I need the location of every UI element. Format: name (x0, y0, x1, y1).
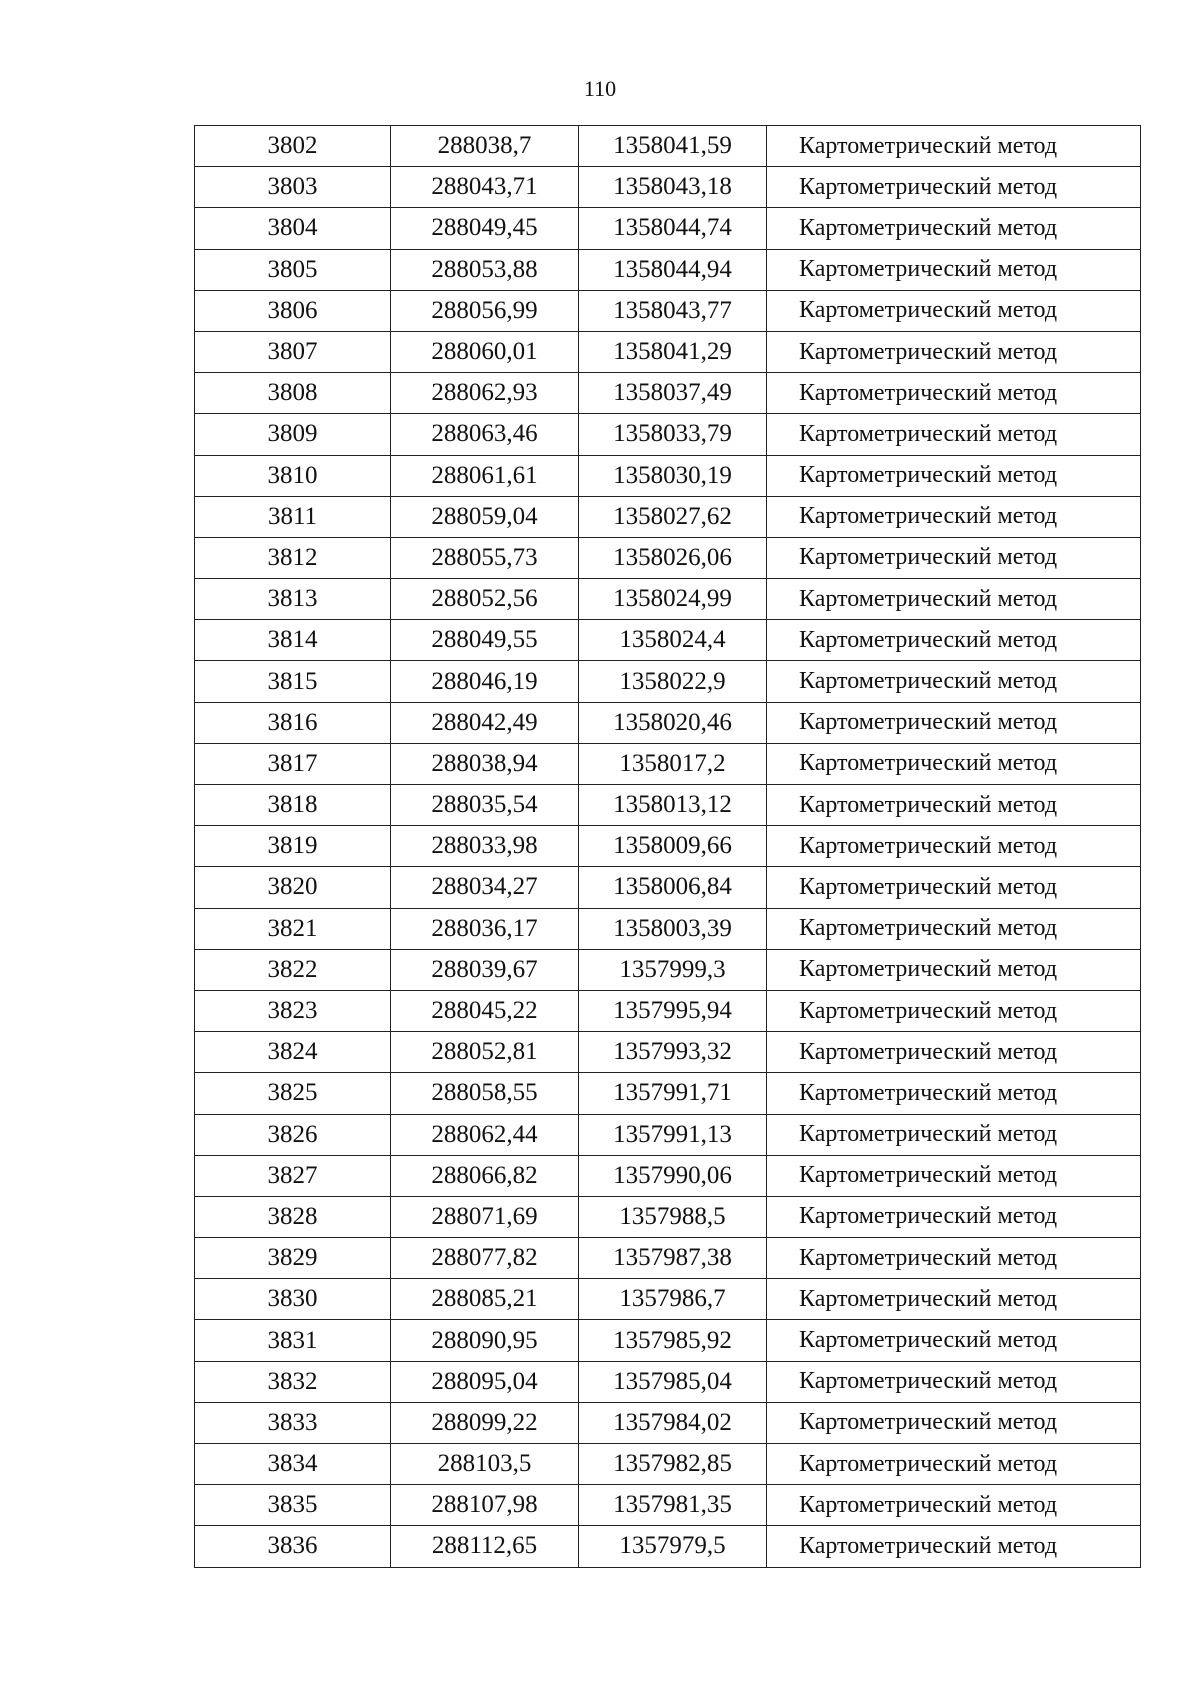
x-coordinate-cell: 288112,65 (391, 1526, 579, 1567)
point-number-cell: 3819 (195, 826, 391, 867)
point-number-cell: 3826 (195, 1114, 391, 1155)
method-cell: Картометрический метод (767, 1402, 1141, 1443)
table-row (195, 455, 1141, 496)
point-number-cell: 3825 (195, 1073, 391, 1114)
y-coordinate-cell: 1358044,94 (579, 249, 767, 290)
method-cell: Картометрический метод (767, 455, 1141, 496)
point-number-cell: 3811 (195, 496, 391, 537)
table-row (195, 1114, 1141, 1155)
point-number-cell: 3829 (195, 1238, 391, 1279)
table-row (195, 1032, 1141, 1073)
x-coordinate-cell: 288107,98 (391, 1485, 579, 1526)
method-cell: Картометрический метод (767, 208, 1141, 249)
y-coordinate-cell: 1358024,99 (579, 579, 767, 620)
y-coordinate-cell: 1357988,5 (579, 1196, 767, 1237)
y-coordinate-cell: 1358013,12 (579, 785, 767, 826)
table-row (195, 290, 1141, 331)
table-row (195, 249, 1141, 290)
point-number-cell: 3814 (195, 620, 391, 661)
table-row (195, 908, 1141, 949)
y-coordinate-cell: 1358022,9 (579, 661, 767, 702)
y-coordinate-cell: 1358024,4 (579, 620, 767, 661)
method-cell: Картометрический метод (767, 702, 1141, 743)
point-number-cell: 3821 (195, 908, 391, 949)
x-coordinate-cell: 288085,21 (391, 1279, 579, 1320)
point-number-cell: 3815 (195, 661, 391, 702)
point-number-cell: 3813 (195, 579, 391, 620)
method-cell: Картометрический метод (767, 1320, 1141, 1361)
x-coordinate-cell: 288063,46 (391, 414, 579, 455)
method-cell: Картометрический метод (767, 908, 1141, 949)
point-number-cell: 3833 (195, 1402, 391, 1443)
point-number-cell: 3830 (195, 1279, 391, 1320)
coordinates-table (194, 125, 1141, 1568)
y-coordinate-cell: 1358003,39 (579, 908, 767, 949)
y-coordinate-cell: 1358020,46 (579, 702, 767, 743)
point-number-cell: 3820 (195, 867, 391, 908)
method-cell: Картометрический метод (767, 1238, 1141, 1279)
x-coordinate-cell: 288052,81 (391, 1032, 579, 1073)
point-number-cell: 3824 (195, 1032, 391, 1073)
x-coordinate-cell: 288036,17 (391, 908, 579, 949)
y-coordinate-cell: 1357991,71 (579, 1073, 767, 1114)
x-coordinate-cell: 288061,61 (391, 455, 579, 496)
table-row (195, 208, 1141, 249)
method-cell: Картометрический метод (767, 496, 1141, 537)
y-coordinate-cell: 1357990,06 (579, 1155, 767, 1196)
method-cell: Картометрический метод (767, 1155, 1141, 1196)
x-coordinate-cell: 288053,88 (391, 249, 579, 290)
y-coordinate-cell: 1358043,77 (579, 290, 767, 331)
y-coordinate-cell: 1357999,3 (579, 949, 767, 990)
table-row (195, 1238, 1141, 1279)
y-coordinate-cell: 1358033,79 (579, 414, 767, 455)
x-coordinate-cell: 288043,71 (391, 167, 579, 208)
point-number-cell: 3806 (195, 290, 391, 331)
point-number-cell: 3836 (195, 1526, 391, 1567)
table-row (195, 1485, 1141, 1526)
point-number-cell: 3817 (195, 743, 391, 784)
x-coordinate-cell: 288039,67 (391, 949, 579, 990)
table-row (195, 785, 1141, 826)
point-number-cell: 3810 (195, 455, 391, 496)
table-row (195, 373, 1141, 414)
table-row (195, 867, 1141, 908)
method-cell: Картометрический метод (767, 1444, 1141, 1485)
x-coordinate-cell: 288035,54 (391, 785, 579, 826)
y-coordinate-cell: 1358027,62 (579, 496, 767, 537)
y-coordinate-cell: 1358017,2 (579, 743, 767, 784)
y-coordinate-cell: 1358041,59 (579, 126, 767, 167)
point-number-cell: 3805 (195, 249, 391, 290)
point-number-cell: 3823 (195, 990, 391, 1031)
y-coordinate-cell: 1357987,38 (579, 1238, 767, 1279)
point-number-cell: 3808 (195, 373, 391, 414)
table-row (195, 1196, 1141, 1237)
point-number-cell: 3835 (195, 1485, 391, 1526)
y-coordinate-cell: 1357981,35 (579, 1485, 767, 1526)
y-coordinate-cell: 1358009,66 (579, 826, 767, 867)
table-row (195, 496, 1141, 537)
table-row (195, 1320, 1141, 1361)
table-row (195, 743, 1141, 784)
method-cell: Картометрический метод (767, 537, 1141, 578)
y-coordinate-cell: 1358026,06 (579, 537, 767, 578)
method-cell: Картометрический метод (767, 990, 1141, 1031)
method-cell: Картометрический метод (767, 290, 1141, 331)
table-row (195, 1279, 1141, 1320)
table-row (195, 1444, 1141, 1485)
point-number-cell: 3809 (195, 414, 391, 455)
table-row (195, 167, 1141, 208)
x-coordinate-cell: 288046,19 (391, 661, 579, 702)
x-coordinate-cell: 288038,7 (391, 126, 579, 167)
point-number-cell: 3832 (195, 1361, 391, 1402)
method-cell: Картометрический метод (767, 661, 1141, 702)
x-coordinate-cell: 288038,94 (391, 743, 579, 784)
x-coordinate-cell: 288045,22 (391, 990, 579, 1031)
y-coordinate-cell: 1357984,02 (579, 1402, 767, 1443)
x-coordinate-cell: 288042,49 (391, 702, 579, 743)
table-row (195, 990, 1141, 1031)
x-coordinate-cell: 288071,69 (391, 1196, 579, 1237)
table-row (195, 537, 1141, 578)
point-number-cell: 3818 (195, 785, 391, 826)
method-cell: Картометрический метод (767, 249, 1141, 290)
method-cell: Картометрический метод (767, 867, 1141, 908)
table-row (195, 331, 1141, 372)
table-row (195, 1402, 1141, 1443)
point-number-cell: 3827 (195, 1155, 391, 1196)
table-row (195, 1526, 1141, 1567)
method-cell: Картометрический метод (767, 331, 1141, 372)
method-cell: Картометрический метод (767, 620, 1141, 661)
table-row (195, 620, 1141, 661)
x-coordinate-cell: 288034,27 (391, 867, 579, 908)
table-row (195, 702, 1141, 743)
method-cell: Картометрический метод (767, 1361, 1141, 1402)
method-cell: Картометрический метод (767, 373, 1141, 414)
coordinates-table-body (195, 126, 1141, 1568)
point-number-cell: 3812 (195, 537, 391, 578)
method-cell: Картометрический метод (767, 579, 1141, 620)
method-cell: Картометрический метод (767, 414, 1141, 455)
method-cell: Картометрический метод (767, 826, 1141, 867)
y-coordinate-cell: 1358006,84 (579, 867, 767, 908)
point-number-cell: 3822 (195, 949, 391, 990)
point-number-cell: 3804 (195, 208, 391, 249)
method-cell: Картометрический метод (767, 785, 1141, 826)
y-coordinate-cell: 1357991,13 (579, 1114, 767, 1155)
point-number-cell: 3803 (195, 167, 391, 208)
x-coordinate-cell: 288055,73 (391, 537, 579, 578)
point-number-cell: 3831 (195, 1320, 391, 1361)
y-coordinate-cell: 1358041,29 (579, 331, 767, 372)
y-coordinate-cell: 1358043,18 (579, 167, 767, 208)
table-row (195, 661, 1141, 702)
y-coordinate-cell: 1358044,74 (579, 208, 767, 249)
method-cell: Картометрический метод (767, 1526, 1141, 1567)
y-coordinate-cell: 1357985,04 (579, 1361, 767, 1402)
method-cell: Картометрический метод (767, 743, 1141, 784)
page-number: 110 (583, 76, 617, 101)
method-cell: Картометрический метод (767, 126, 1141, 167)
x-coordinate-cell: 288099,22 (391, 1402, 579, 1443)
x-coordinate-cell: 288077,82 (391, 1238, 579, 1279)
y-coordinate-cell: 1357985,92 (579, 1320, 767, 1361)
method-cell: Картометрический метод (767, 949, 1141, 990)
y-coordinate-cell: 1358030,19 (579, 455, 767, 496)
x-coordinate-cell: 288062,93 (391, 373, 579, 414)
method-cell: Картометрический метод (767, 1196, 1141, 1237)
point-number-cell: 3828 (195, 1196, 391, 1237)
method-cell: Картометрический метод (767, 1073, 1141, 1114)
method-cell: Картометрический метод (767, 1485, 1141, 1526)
method-cell: Картометрический метод (767, 1114, 1141, 1155)
point-number-cell: 3802 (195, 126, 391, 167)
table-row (195, 579, 1141, 620)
y-coordinate-cell: 1357986,7 (579, 1279, 767, 1320)
point-number-cell: 3807 (195, 331, 391, 372)
table-row (195, 414, 1141, 455)
x-coordinate-cell: 288103,5 (391, 1444, 579, 1485)
method-cell: Картометрический метод (767, 1279, 1141, 1320)
x-coordinate-cell: 288049,45 (391, 208, 579, 249)
x-coordinate-cell: 288056,99 (391, 290, 579, 331)
table-row (195, 1155, 1141, 1196)
x-coordinate-cell: 288090,95 (391, 1320, 579, 1361)
point-number-cell: 3834 (195, 1444, 391, 1485)
point-number-cell: 3816 (195, 702, 391, 743)
x-coordinate-cell: 288052,56 (391, 579, 579, 620)
y-coordinate-cell: 1358037,49 (579, 373, 767, 414)
method-cell: Картометрический метод (767, 1032, 1141, 1073)
x-coordinate-cell: 288049,55 (391, 620, 579, 661)
x-coordinate-cell: 288066,82 (391, 1155, 579, 1196)
method-cell: Картометрический метод (767, 167, 1141, 208)
y-coordinate-cell: 1357995,94 (579, 990, 767, 1031)
x-coordinate-cell: 288095,04 (391, 1361, 579, 1402)
x-coordinate-cell: 288033,98 (391, 826, 579, 867)
table-row (195, 949, 1141, 990)
x-coordinate-cell: 288058,55 (391, 1073, 579, 1114)
x-coordinate-cell: 288060,01 (391, 331, 579, 372)
table-row (195, 1073, 1141, 1114)
table-row (195, 826, 1141, 867)
x-coordinate-cell: 288062,44 (391, 1114, 579, 1155)
x-coordinate-cell: 288059,04 (391, 496, 579, 537)
table-row (195, 1361, 1141, 1402)
y-coordinate-cell: 1357979,5 (579, 1526, 767, 1567)
table-row (195, 126, 1141, 167)
y-coordinate-cell: 1357982,85 (579, 1444, 767, 1485)
y-coordinate-cell: 1357993,32 (579, 1032, 767, 1073)
